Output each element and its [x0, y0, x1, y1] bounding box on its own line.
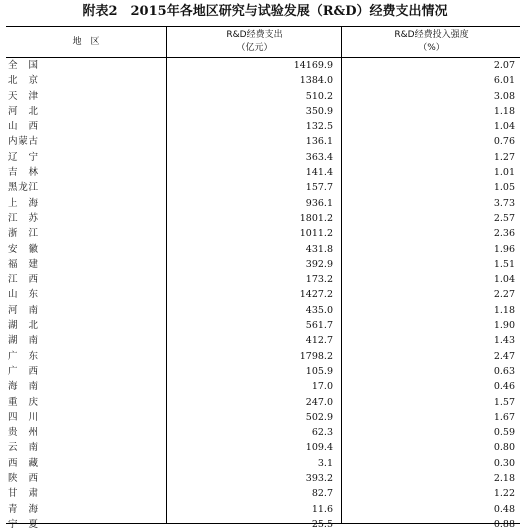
region-cell: 河 南 — [8, 304, 38, 316]
expenditure-cell: 412.7 — [305, 335, 333, 347]
table-row — [6, 364, 520, 379]
table-row — [6, 257, 520, 272]
region-cell: 江 苏 — [8, 212, 38, 224]
region-cell: 广 东 — [8, 350, 38, 362]
intensity-cell: 0.76 — [493, 136, 515, 148]
intensity-cell: 2.27 — [493, 289, 515, 301]
region-cell: 北 京 — [8, 75, 38, 87]
region-cell: 甘 肃 — [8, 488, 38, 500]
intensity-cell: 1.57 — [493, 396, 515, 408]
header-intensity — [341, 27, 521, 57]
table-row — [6, 471, 520, 486]
table-row — [6, 134, 520, 149]
expenditure-cell: 14169.9 — [293, 60, 333, 71]
table-row — [6, 287, 520, 302]
expenditure-cell: 392.9 — [305, 258, 333, 270]
region-cell: 浙 江 — [8, 228, 38, 240]
table-row — [6, 318, 520, 333]
intensity-cell: 0.48 — [493, 503, 515, 515]
expenditure-cell: 510.2 — [305, 90, 333, 102]
table-row — [6, 89, 520, 104]
table-row — [6, 303, 520, 318]
expenditure-cell: 11.6 — [311, 503, 333, 515]
intensity-cell: 1.43 — [493, 335, 515, 347]
expenditure-cell: 502.9 — [305, 411, 333, 423]
expenditure-cell: 17.0 — [311, 381, 333, 393]
region-cell: 河 北 — [8, 105, 38, 117]
header-expenditure-unit: （亿元） — [236, 43, 273, 53]
table-row — [6, 242, 520, 257]
expenditure-cell: 363.4 — [305, 151, 333, 163]
region-cell: 宁 夏 — [8, 518, 38, 530]
intensity-cell: 1.04 — [493, 274, 515, 286]
expenditure-cell: 3.1 — [317, 457, 333, 469]
intensity-cell: 1.01 — [493, 167, 515, 179]
intensity-cell: 6.01 — [493, 75, 515, 87]
region-cell: 贵 州 — [8, 427, 38, 439]
region-cell: 云 南 — [8, 442, 38, 454]
expenditure-cell: 435.0 — [305, 304, 333, 316]
table-row — [6, 73, 520, 88]
region-cell: 吉 林 — [8, 167, 38, 179]
expenditure-cell: 157.7 — [305, 182, 333, 194]
intensity-cell: 0.59 — [493, 427, 515, 439]
expenditure-cell: 936.1 — [305, 197, 333, 209]
expenditure-cell: 1801.2 — [299, 212, 333, 224]
intensity-cell: 2.36 — [493, 228, 515, 240]
intensity-cell: 1.67 — [493, 411, 515, 423]
table-title: 附表2 2015年各地区研究与试验发展（R&D）经费支出情况 — [82, 4, 448, 19]
intensity-cell: 2.07 — [493, 60, 515, 71]
intensity-cell: 1.05 — [493, 182, 515, 194]
region-cell: 西 藏 — [8, 457, 38, 469]
table-row — [6, 440, 520, 455]
table-header — [6, 27, 520, 58]
region-cell: 福 建 — [8, 258, 38, 270]
intensity-cell: 0.80 — [493, 442, 515, 454]
table-row — [6, 211, 520, 226]
expenditure-cell: 350.9 — [305, 105, 333, 117]
region-cell: 山 西 — [8, 121, 38, 133]
intensity-cell: 0.63 — [493, 365, 515, 377]
table-body — [6, 58, 520, 532]
intensity-cell: 2.57 — [493, 212, 515, 224]
expenditure-cell: 1011.2 — [299, 228, 333, 240]
table-row — [6, 165, 520, 180]
region-cell: 内 蒙 古 — [8, 136, 38, 148]
expenditure-cell: 393.2 — [305, 473, 333, 485]
intensity-cell: 0.30 — [493, 457, 515, 469]
region-cell: 重 庆 — [8, 396, 38, 408]
expenditure-cell: 1798.2 — [299, 350, 333, 362]
region-cell: 湖 北 — [8, 320, 38, 332]
region-cell: 海 南 — [8, 381, 38, 393]
intensity-cell: 2.18 — [493, 473, 515, 485]
region-cell: 天 津 — [8, 90, 38, 102]
expenditure-cell: 173.2 — [305, 274, 333, 286]
intensity-cell: 1.04 — [493, 121, 515, 133]
intensity-cell: 3.73 — [493, 197, 515, 209]
intensity-cell: 1.96 — [493, 243, 515, 255]
table-row — [6, 349, 520, 364]
table-row — [6, 425, 520, 440]
region-cell: 青 海 — [8, 503, 38, 515]
intensity-cell: 1.27 — [493, 151, 515, 163]
table-row — [6, 119, 520, 134]
table-row — [6, 104, 520, 119]
table-row — [6, 395, 520, 410]
data-table — [6, 26, 520, 530]
header-expenditure-label: R&D经费支出 — [226, 30, 283, 40]
region-cell: 安 徽 — [8, 243, 38, 255]
header-region: 地 区 — [72, 37, 100, 47]
expenditure-cell: 136.1 — [305, 136, 333, 148]
expenditure-cell: 141.4 — [305, 167, 333, 179]
table-row — [6, 180, 520, 195]
expenditure-cell: 247.0 — [305, 396, 333, 408]
region-cell: 辽 宁 — [8, 151, 38, 163]
header-intensity-unit: （%） — [418, 43, 445, 53]
region-cell: 陕 西 — [8, 473, 38, 485]
table-row — [6, 272, 520, 287]
table-row — [6, 58, 520, 73]
region-cell: 四 川 — [8, 411, 38, 423]
table-row — [6, 502, 520, 517]
table-row — [6, 150, 520, 165]
table-row — [6, 486, 520, 501]
region-cell: 黑 龙 江 — [8, 182, 38, 194]
expenditure-cell: 132.5 — [305, 121, 333, 133]
header-intensity-label: R&D经费投入强度 — [394, 30, 469, 40]
expenditure-cell: 431.8 — [305, 243, 333, 255]
expenditure-cell: 25.5 — [311, 518, 333, 530]
table-row — [6, 333, 520, 348]
region-cell: 湖 南 — [8, 335, 38, 347]
intensity-cell: 1.18 — [493, 105, 515, 117]
intensity-cell: 2.47 — [493, 350, 515, 362]
region-cell: 全 国 — [8, 60, 38, 71]
intensity-cell: 1.51 — [493, 258, 515, 270]
expenditure-cell: 1427.2 — [299, 289, 333, 301]
intensity-cell: 1.90 — [493, 320, 515, 332]
expenditure-cell: 62.3 — [311, 427, 333, 439]
region-cell: 上 海 — [8, 197, 38, 209]
intensity-cell: 0.88 — [493, 518, 515, 530]
table-row — [6, 517, 520, 532]
intensity-cell: 1.18 — [493, 304, 515, 316]
expenditure-cell: 82.7 — [311, 488, 333, 500]
table-row — [6, 226, 520, 241]
header-expenditure — [166, 27, 342, 57]
intensity-cell: 0.46 — [493, 381, 515, 393]
expenditure-cell: 1384.0 — [299, 75, 333, 87]
expenditure-cell: 109.4 — [305, 442, 333, 454]
table-row — [6, 196, 520, 211]
expenditure-cell: 105.9 — [305, 365, 333, 377]
intensity-cell: 1.22 — [493, 488, 515, 500]
region-cell: 江 西 — [8, 274, 38, 286]
table-row — [6, 410, 520, 425]
table-row — [6, 456, 520, 471]
region-cell: 广 西 — [8, 365, 38, 377]
intensity-cell: 3.08 — [493, 90, 515, 102]
table-row — [6, 379, 520, 394]
expenditure-cell: 561.7 — [305, 320, 333, 332]
region-cell: 山 东 — [8, 289, 38, 301]
